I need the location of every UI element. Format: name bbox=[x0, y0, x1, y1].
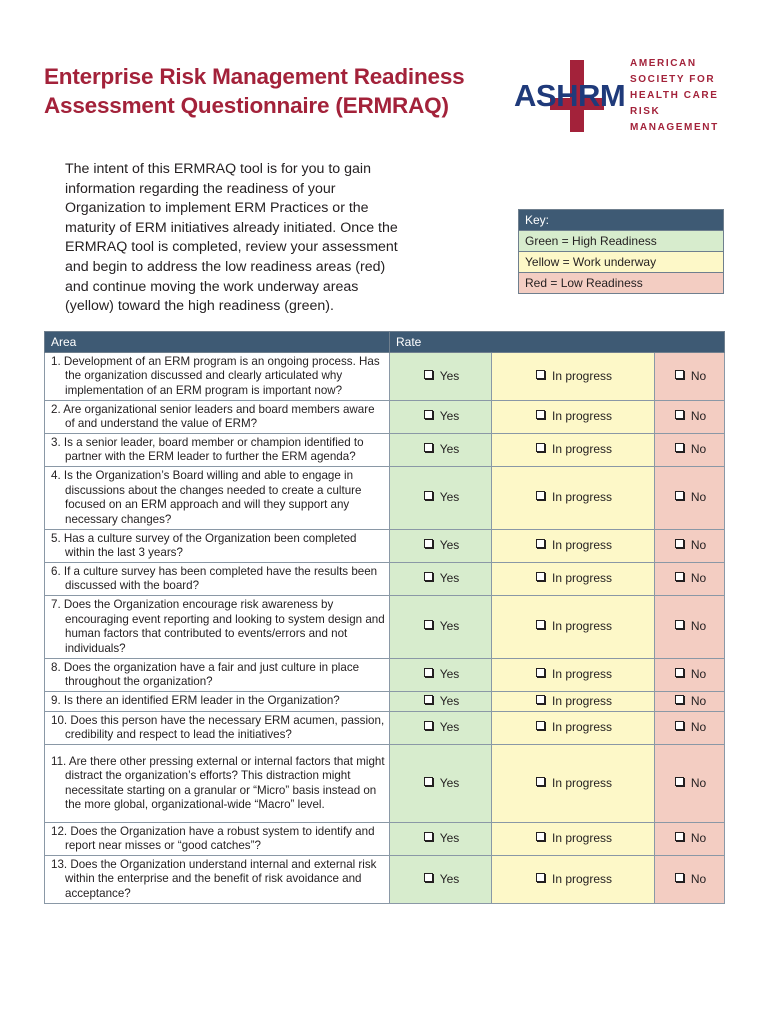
in-progress-option-cell bbox=[492, 745, 655, 823]
yes-option-label: Yes bbox=[439, 831, 460, 846]
checkbox-icon[interactable] bbox=[536, 668, 545, 677]
checkbox-icon[interactable] bbox=[536, 491, 545, 500]
checkbox-icon[interactable] bbox=[424, 873, 433, 882]
checkbox-icon[interactable] bbox=[424, 832, 433, 841]
yes-option[interactable] bbox=[424, 776, 460, 790]
no-option-cell bbox=[655, 712, 725, 745]
checkbox-icon[interactable] bbox=[424, 370, 433, 379]
checkbox-icon[interactable] bbox=[675, 572, 684, 581]
checkbox-icon[interactable] bbox=[424, 777, 433, 786]
in-progress-option-label: In progress bbox=[551, 368, 613, 383]
no-option-cell bbox=[655, 401, 725, 434]
checkbox-icon[interactable] bbox=[536, 539, 545, 548]
checkbox-icon[interactable] bbox=[675, 443, 684, 452]
checkbox-icon[interactable] bbox=[424, 491, 433, 500]
intro-paragraph bbox=[65, 160, 410, 317]
checkbox-icon[interactable] bbox=[675, 695, 684, 704]
yes-option[interactable] bbox=[424, 571, 460, 585]
checkbox-icon[interactable] bbox=[536, 721, 545, 730]
checkbox-icon[interactable] bbox=[675, 668, 684, 677]
no-option[interactable] bbox=[675, 442, 706, 456]
no-option[interactable] bbox=[675, 872, 706, 886]
no-option-label: No bbox=[690, 720, 707, 735]
in-progress-option[interactable] bbox=[536, 619, 612, 633]
in-progress-option-label: In progress bbox=[551, 720, 613, 735]
in-progress-option-label: In progress bbox=[551, 490, 613, 505]
in-progress-option-label: In progress bbox=[551, 409, 613, 424]
in-progress-option[interactable] bbox=[536, 720, 612, 734]
yes-option-cell bbox=[390, 692, 492, 712]
in-progress-option[interactable] bbox=[536, 694, 612, 708]
yes-option[interactable] bbox=[424, 720, 460, 734]
no-option-label: No bbox=[690, 490, 707, 505]
no-option[interactable] bbox=[675, 538, 706, 552]
yes-option-cell bbox=[390, 712, 492, 745]
checkbox-icon[interactable] bbox=[536, 370, 545, 379]
table-row bbox=[45, 530, 725, 563]
in-progress-option[interactable] bbox=[536, 442, 612, 456]
no-option-cell bbox=[655, 353, 725, 401]
no-option-label: No bbox=[690, 775, 707, 790]
no-option[interactable] bbox=[675, 619, 706, 633]
question-text: 3. Is a senior leader, board member or champion identified to partner with the ERM leader to further the ERM agenda? bbox=[45, 434, 390, 467]
in-progress-option-cell bbox=[492, 692, 655, 712]
question-text: 7. Does the Organization encourage risk awareness by encouraging event reporting and looking to system design and human factors that contributed to events/errors and not individuals? bbox=[45, 596, 390, 659]
checkbox-icon[interactable] bbox=[675, 410, 684, 419]
no-option-cell bbox=[655, 856, 725, 904]
in-progress-option[interactable] bbox=[536, 538, 612, 552]
in-progress-option[interactable] bbox=[536, 409, 612, 423]
in-progress-option-label: In progress bbox=[551, 831, 613, 846]
key-green: Green = High Readiness bbox=[519, 230, 723, 251]
key-red: Red = Low Readiness bbox=[519, 272, 723, 293]
question-text: 5. Has a culture survey of the Organization been completed within the last 3 years? bbox=[45, 530, 390, 563]
question-text: 11. Are there other pressing external or internal factors that might distract the organization’s efforts? This distraction might necessitate starting on a granular or “Micro” basis instead on the more global, organizational-wide “Macro” level. bbox=[45, 745, 390, 823]
no-option-cell bbox=[655, 467, 725, 530]
no-option-label: No bbox=[690, 667, 707, 682]
yes-option-label: Yes bbox=[439, 667, 460, 682]
question-text: 2. Are organizational senior leaders and board members aware of and understand the value of ERM? bbox=[45, 401, 390, 434]
question-text: 4. Is the Organization’s Board willing and able to engage in discussions about the changes needed to create a culture focused on an ERM approach and will they support any necessary changes? bbox=[45, 467, 390, 530]
no-option-cell bbox=[655, 530, 725, 563]
yes-option-cell bbox=[390, 530, 492, 563]
title-line-1: Enterprise Risk Management Readiness bbox=[44, 64, 465, 89]
checkbox-icon[interactable] bbox=[536, 695, 545, 704]
checkbox-icon[interactable] bbox=[675, 491, 684, 500]
intro-line: The intent of this ERMRAQ tool is for you to gain bbox=[65, 161, 371, 177]
logo-org-line: AMERICAN bbox=[630, 58, 697, 69]
yes-option-cell bbox=[390, 745, 492, 823]
checkbox-icon[interactable] bbox=[536, 572, 545, 581]
yes-option-label: Yes bbox=[439, 409, 460, 424]
yes-option-cell bbox=[390, 596, 492, 659]
table-row bbox=[45, 596, 725, 659]
logo-org-line: SOCIETY FOR bbox=[630, 74, 716, 85]
no-option-label: No bbox=[690, 442, 707, 457]
checkbox-icon[interactable] bbox=[536, 873, 545, 882]
yes-option-label: Yes bbox=[439, 538, 460, 553]
no-option[interactable] bbox=[675, 409, 706, 423]
intro-line: Organization to implement ERM Practices or the bbox=[65, 200, 369, 217]
checkbox-icon[interactable] bbox=[675, 370, 684, 379]
in-progress-option-cell bbox=[492, 530, 655, 563]
checkbox-icon[interactable] bbox=[675, 620, 684, 629]
no-option[interactable] bbox=[675, 369, 706, 383]
yes-option-cell bbox=[390, 434, 492, 467]
yes-option[interactable] bbox=[424, 872, 460, 886]
question-text: 13. Does the Organization understand internal and external risk within the enterprise and the benefit of risk avoidance and acceptance? bbox=[45, 856, 390, 904]
checkbox-icon[interactable] bbox=[424, 443, 433, 452]
in-progress-option-label: In progress bbox=[551, 871, 613, 886]
checkbox-icon[interactable] bbox=[424, 620, 433, 629]
checkbox-icon[interactable] bbox=[536, 410, 545, 419]
yes-option-label: Yes bbox=[439, 368, 460, 383]
table-header-row bbox=[45, 332, 725, 353]
logo-org-line: HEALTH CARE bbox=[630, 90, 719, 101]
question-text: 8. Does the organization have a fair and just culture in place throughout the organization? bbox=[45, 659, 390, 692]
no-option-cell bbox=[655, 596, 725, 659]
checkbox-icon[interactable] bbox=[675, 873, 684, 882]
key-yellow: Yellow = Work underway bbox=[519, 251, 723, 272]
yes-option-cell bbox=[390, 823, 492, 856]
in-progress-option-label: In progress bbox=[551, 693, 613, 708]
in-progress-option-cell bbox=[492, 856, 655, 904]
intro-line: and continue moving the work underway areas bbox=[65, 278, 359, 295]
no-option-cell bbox=[655, 563, 725, 596]
table-row bbox=[45, 353, 725, 401]
no-option-label: No bbox=[690, 368, 707, 383]
no-option-cell bbox=[655, 745, 725, 823]
logo-org-name bbox=[630, 56, 719, 136]
checkbox-icon[interactable] bbox=[536, 777, 545, 786]
table-row bbox=[45, 745, 725, 823]
yes-option[interactable] bbox=[424, 442, 460, 456]
no-option[interactable] bbox=[675, 831, 706, 845]
checkbox-icon[interactable] bbox=[424, 721, 433, 730]
intro-line: information regarding the readiness of your bbox=[65, 180, 336, 197]
question-text: 12. Does the Organization have a robust system to identify and report near misses or “good catches”? bbox=[45, 823, 390, 856]
yes-option-cell bbox=[390, 856, 492, 904]
yes-option[interactable] bbox=[424, 369, 460, 383]
checkbox-icon[interactable] bbox=[675, 832, 684, 841]
yes-option[interactable] bbox=[424, 694, 460, 708]
table-row bbox=[45, 401, 725, 434]
checkbox-icon[interactable] bbox=[424, 668, 433, 677]
yes-option[interactable] bbox=[424, 409, 460, 423]
no-option-label: No bbox=[690, 831, 707, 846]
ashrm-logo bbox=[512, 52, 722, 138]
in-progress-option-label: In progress bbox=[551, 619, 613, 634]
question-text: 10. Does this person have the necessary ERM acumen, passion, credibility and respect to lead the initiatives? bbox=[45, 712, 390, 745]
question-text: 6. If a culture survey has been completed have the results been discussed with the board? bbox=[45, 563, 390, 596]
checkbox-icon[interactable] bbox=[424, 539, 433, 548]
yes-option-label: Yes bbox=[439, 442, 460, 457]
no-option[interactable] bbox=[675, 571, 706, 585]
checkbox-icon[interactable] bbox=[424, 572, 433, 581]
checkbox-icon[interactable] bbox=[424, 695, 433, 704]
table-row bbox=[45, 856, 725, 904]
assessment-table bbox=[44, 331, 725, 904]
no-option-cell bbox=[655, 692, 725, 712]
yes-option[interactable] bbox=[424, 831, 460, 845]
intro-line: maturity of ERM initiatives already initiated. Once the bbox=[65, 219, 398, 236]
in-progress-option-cell bbox=[492, 434, 655, 467]
intro-line: ERMRAQ tool is completed, review your assessment bbox=[65, 239, 398, 256]
no-option-label: No bbox=[690, 571, 707, 586]
in-progress-option-label: In progress bbox=[551, 667, 613, 682]
in-progress-option-cell bbox=[492, 596, 655, 659]
no-option[interactable] bbox=[675, 694, 706, 708]
no-option-cell bbox=[655, 823, 725, 856]
yes-option-label: Yes bbox=[439, 871, 460, 886]
yes-option[interactable] bbox=[424, 619, 460, 633]
table-row bbox=[45, 563, 725, 596]
table-body bbox=[45, 353, 725, 904]
header-rate: Rate bbox=[390, 332, 725, 353]
yes-option-label: Yes bbox=[439, 490, 460, 505]
no-option-label: No bbox=[690, 619, 707, 634]
table-row bbox=[45, 823, 725, 856]
question-text: 1. Development of an ERM program is an ongoing process. Has the organization discussed and clearly articulated why implementation of an ERM program is important now? bbox=[45, 353, 390, 401]
table-row bbox=[45, 659, 725, 692]
header-area: Area bbox=[45, 332, 390, 353]
in-progress-option-cell bbox=[492, 401, 655, 434]
no-option-cell bbox=[655, 434, 725, 467]
color-key bbox=[518, 209, 724, 294]
checkbox-icon[interactable] bbox=[675, 777, 684, 786]
in-progress-option-label: In progress bbox=[551, 442, 613, 457]
yes-option-label: Yes bbox=[439, 775, 460, 790]
in-progress-option-cell bbox=[492, 659, 655, 692]
in-progress-option-cell bbox=[492, 823, 655, 856]
checkbox-icon[interactable] bbox=[536, 832, 545, 841]
in-progress-option[interactable] bbox=[536, 667, 612, 681]
yes-option-cell bbox=[390, 353, 492, 401]
table-row bbox=[45, 692, 725, 712]
yes-option-label: Yes bbox=[439, 619, 460, 634]
in-progress-option-cell bbox=[492, 563, 655, 596]
in-progress-option[interactable] bbox=[536, 831, 612, 845]
table-row bbox=[45, 712, 725, 745]
intro-line: (yellow) toward the high readiness (green). bbox=[65, 298, 334, 315]
in-progress-option-cell bbox=[492, 353, 655, 401]
no-option[interactable] bbox=[675, 776, 706, 790]
yes-option-label: Yes bbox=[439, 693, 460, 708]
no-option[interactable] bbox=[675, 667, 706, 681]
checkbox-icon[interactable] bbox=[424, 410, 433, 419]
table-row bbox=[45, 467, 725, 530]
logo-wordmark: ASHRM bbox=[514, 78, 626, 113]
table-row bbox=[45, 434, 725, 467]
in-progress-option[interactable] bbox=[536, 369, 612, 383]
in-progress-option[interactable] bbox=[536, 776, 612, 790]
in-progress-option-label: In progress bbox=[551, 571, 613, 586]
in-progress-option-label: In progress bbox=[551, 775, 613, 790]
in-progress-option-cell bbox=[492, 712, 655, 745]
checkbox-icon[interactable] bbox=[536, 620, 545, 629]
yes-option[interactable] bbox=[424, 538, 460, 552]
yes-option-cell bbox=[390, 659, 492, 692]
yes-option-label: Yes bbox=[439, 720, 460, 735]
logo-org-line: MANAGEMENT bbox=[630, 122, 719, 133]
in-progress-option-cell bbox=[492, 467, 655, 530]
question-text: 9. Is there an identified ERM leader in the Organization? bbox=[45, 692, 390, 712]
checkbox-icon[interactable] bbox=[536, 443, 545, 452]
no-option-label: No bbox=[690, 409, 707, 424]
yes-option-label: Yes bbox=[439, 571, 460, 586]
in-progress-option[interactable] bbox=[536, 490, 612, 504]
no-option[interactable] bbox=[675, 720, 706, 734]
intro-line: and begin to address the low readiness areas (red) bbox=[65, 258, 386, 275]
document-title bbox=[44, 62, 494, 120]
yes-option-cell bbox=[390, 563, 492, 596]
no-option-cell bbox=[655, 659, 725, 692]
key-header: Key: bbox=[519, 210, 723, 230]
title-line-2: Assessment Questionnaire (ERMRAQ) bbox=[44, 93, 449, 118]
in-progress-option[interactable] bbox=[536, 872, 612, 886]
no-option-label: No bbox=[690, 538, 707, 553]
yes-option[interactable] bbox=[424, 490, 460, 504]
checkbox-icon[interactable] bbox=[675, 721, 684, 730]
yes-option-cell bbox=[390, 467, 492, 530]
in-progress-option[interactable] bbox=[536, 571, 612, 585]
no-option[interactable] bbox=[675, 490, 706, 504]
in-progress-option-label: In progress bbox=[551, 538, 613, 553]
yes-option-cell bbox=[390, 401, 492, 434]
logo-org-line: RISK bbox=[630, 106, 661, 117]
checkbox-icon[interactable] bbox=[675, 539, 684, 548]
yes-option[interactable] bbox=[424, 667, 460, 681]
no-option-label: No bbox=[690, 693, 707, 708]
no-option-label: No bbox=[690, 871, 707, 886]
